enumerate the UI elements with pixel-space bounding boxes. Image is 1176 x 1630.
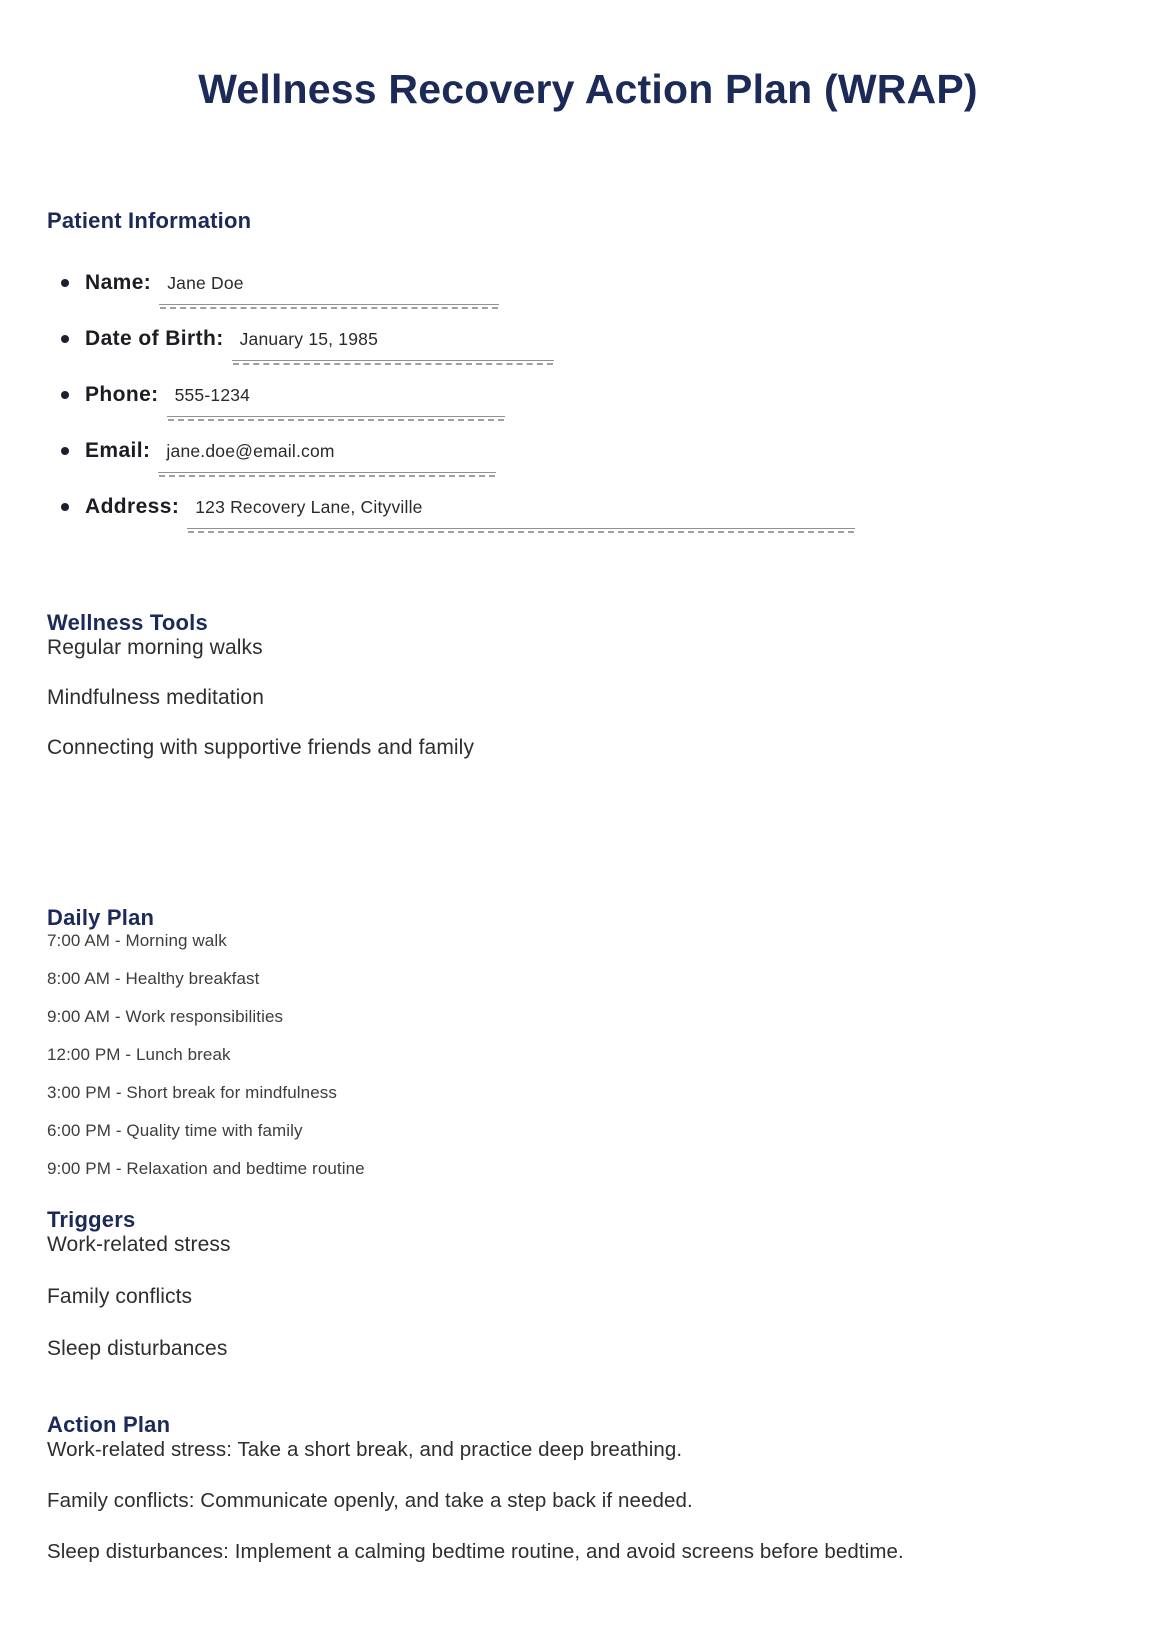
trigger-item: Family conflicts — [47, 1285, 193, 1308]
wellness-tools-list — [47, 635, 1129, 760]
bullet-icon — [61, 279, 69, 287]
wellness-tool-item: Mindfulness meditation — [47, 686, 264, 709]
wellness-tools-heading: Wellness Tools — [47, 610, 208, 635]
triggers-list — [47, 1232, 1129, 1361]
dob-field-value: January 15, 1985 — [239, 329, 379, 349]
address-field-value: 123 Recovery Lane, Cityville — [195, 497, 423, 517]
address-field-label: Address: — [85, 495, 180, 518]
patient-information-heading: Patient Information — [47, 208, 252, 233]
patient-field-row-address — [47, 493, 1129, 529]
action-plan-section — [47, 1413, 1129, 1564]
email-field-value: jane.doe@email.com — [166, 441, 335, 461]
patient-information-section — [47, 207, 1129, 529]
bullet-icon — [61, 447, 69, 455]
daily-plan-item: 9:00 AM - Work responsibilities — [47, 1007, 284, 1026]
email-field-line[interactable] — [158, 437, 496, 473]
phone-field-label: Phone: — [85, 383, 159, 406]
document-content — [0, 207, 1176, 1564]
patient-field-row-name — [47, 269, 1129, 305]
daily-plan-item: 3:00 PM - Short break for mindfulness — [47, 1083, 337, 1102]
name-field-label: Name: — [85, 271, 152, 294]
daily-plan-item: 6:00 PM - Quality time with family — [47, 1121, 303, 1140]
triggers-heading: Triggers — [47, 1207, 136, 1232]
action-plan-item: Sleep disturbances: Implement a calming bedtime routine, and avoid screens before bedtime. — [47, 1540, 904, 1563]
daily-plan-item: 12:00 PM - Lunch break — [47, 1045, 231, 1064]
dob-field-label: Date of Birth: — [85, 327, 224, 350]
name-field-value: Jane Doe — [167, 273, 244, 293]
patient-fields-list — [47, 269, 1129, 529]
patient-field-row-phone — [47, 381, 1129, 417]
phone-field-line[interactable] — [167, 381, 505, 417]
address-field-line[interactable] — [187, 493, 855, 529]
wellness-tools-section — [47, 611, 1129, 760]
daily-plan-item: 9:00 PM - Relaxation and bedtime routine — [47, 1159, 365, 1178]
daily-plan-item: 8:00 AM - Healthy breakfast — [47, 969, 260, 988]
patient-field-row-email — [47, 437, 1129, 473]
wellness-tool-item: Regular morning walks — [47, 636, 263, 659]
daily-plan-list — [47, 930, 1129, 1179]
triggers-section — [47, 1208, 1129, 1361]
name-field-line[interactable] — [159, 269, 499, 305]
email-field-label: Email: — [85, 439, 151, 462]
action-plan-item: Work-related stress: Take a short break, and practice deep breathing. — [47, 1438, 683, 1461]
trigger-item: Sleep disturbances — [47, 1337, 228, 1360]
daily-plan-heading: Daily Plan — [47, 905, 155, 930]
daily-plan-item: 7:00 AM - Morning walk — [47, 931, 227, 950]
trigger-item: Work-related stress — [47, 1233, 231, 1256]
action-plan-list — [47, 1437, 1129, 1564]
wellness-tool-item: Connecting with supportive friends and family — [47, 736, 475, 759]
document-title: Wellness Recovery Action Plan (WRAP) — [198, 66, 978, 112]
daily-plan-section — [47, 906, 1129, 1179]
bullet-icon — [61, 391, 69, 399]
action-plan-heading: Action Plan — [47, 1412, 171, 1437]
bullet-icon — [61, 503, 69, 511]
action-plan-item: Family conflicts: Communicate openly, and take a step back if needed. — [47, 1489, 693, 1512]
patient-field-row-dob — [47, 325, 1129, 361]
dob-field-line[interactable] — [232, 325, 554, 361]
phone-field-value: 555-1234 — [174, 385, 251, 405]
bullet-icon — [61, 335, 69, 343]
